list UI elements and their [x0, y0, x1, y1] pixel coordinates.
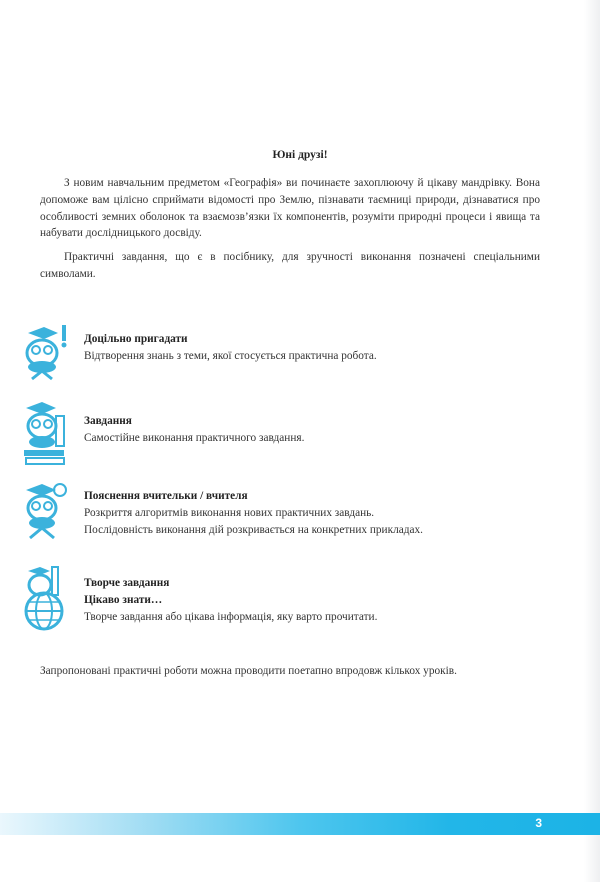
symbol-description: Самостійне виконання практичного завдання.	[84, 432, 305, 444]
symbol-heading: Доцільно пригадати	[84, 333, 188, 345]
symbol-heading: Творче завдання	[84, 577, 170, 589]
symbol-description: Творче завдання або цікава інформація, яку варто прочитати.	[84, 611, 378, 623]
owl-teacher-icon	[22, 480, 68, 540]
page-edge-shadow	[584, 0, 600, 882]
owl-exclamation-icon	[22, 323, 68, 383]
owl-globe-icon	[22, 565, 68, 631]
footer-bar	[0, 813, 600, 835]
intro-paragraph-1: З новим навчальним предметом «Географія» ви починаєте захоплюючу й цікаву мандрівку. Вона допоможе вам цілісно сприймати відомості про Землю, пізнавати таємниці природи, дізнаватися про особливості земних оболонок та взаємозв’язки їх компонентів, розуміти природні процеси і явища та набувати дослідницького досвіду.	[40, 177, 540, 240]
symbol-heading: Цікаво знати…	[84, 594, 163, 606]
symbol-description: Відтворення знань з теми, якої стосується практична робота.	[84, 350, 377, 362]
closing-note: Запропоновані практичні роботи можна проводити поетапно впродовж кількох уроків.	[40, 665, 457, 677]
page-title: Юні друзі!	[272, 149, 328, 161]
page-number: 3	[535, 816, 542, 830]
intro-paragraph-2: Практичні завдання, що є в посібнику, для зручності виконання позначені спеціальними символами.	[40, 251, 540, 280]
symbol-heading: Пояснення вчительки / вчителя	[84, 490, 248, 502]
symbol-description: Послідовність виконання дій розкривається на конкретних прикладах.	[84, 524, 423, 536]
symbol-description: Розкриття алгоритмів виконання нових практичних завдань.	[84, 507, 375, 519]
owl-books-icon	[22, 400, 68, 466]
symbol-heading: Завдання	[84, 415, 132, 427]
